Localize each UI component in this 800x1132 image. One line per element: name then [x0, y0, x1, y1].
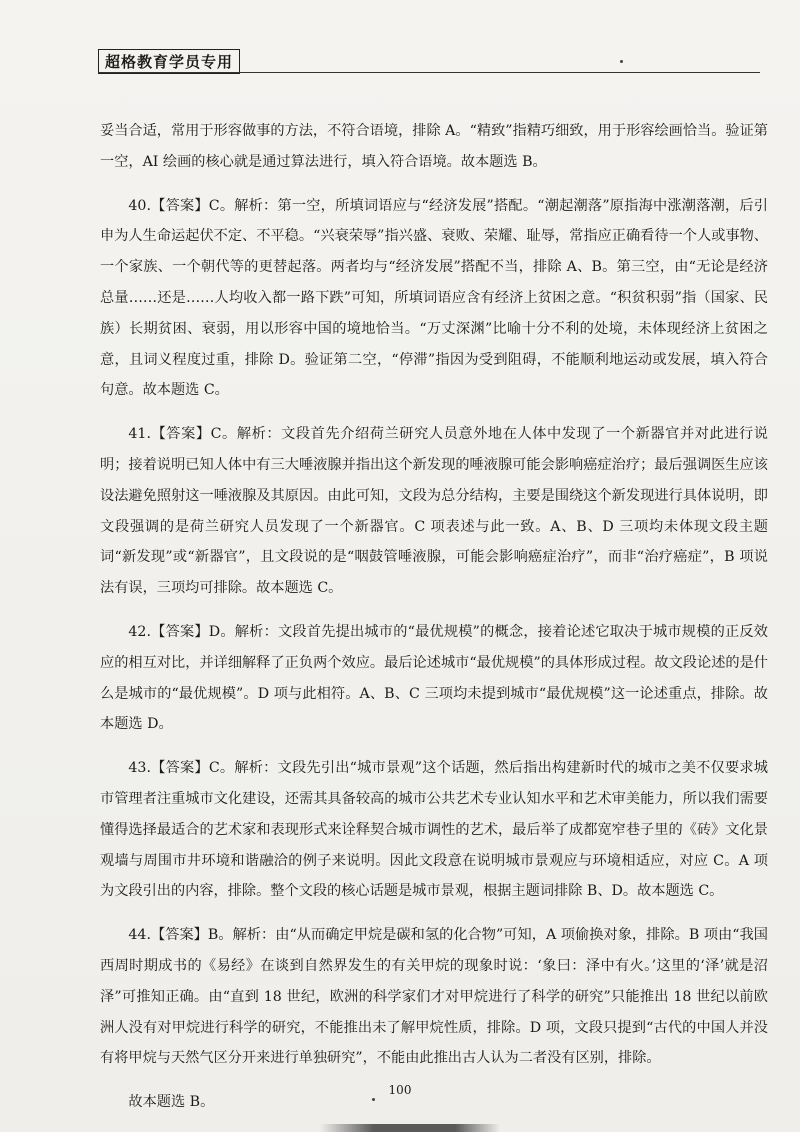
paragraph-q40: 40.【答案】C。解析：第一空，所填词语应与“经济发展”搭配。“潮起潮落”原指海中涨潮落潮，后引申为人生命运起伏不定、不平稳。“兴衰荣辱”指兴盛、衰败、荣耀、耻辱，常指应正确看待一个人或事物、一个家族、一个朝代等的更替起落。两者均与“经济发展”搭配不当，排除 A、B。第三空，由“无论是经济总量……还是……人均收入都一路下跌”可知，所填词语应含有经济上贫困之意。“积贫积弱”指（国家、民族）长期贫困、衰弱，用以形容中国的境地恰当。“万丈深渊”比喻十分不利的处境，未体现经济上贫困之意，且词义程度过重，排除 D。验证第二空，“停滞”指因为受到阻碍，不能顺利地运动或发展，填入符合句意。故本题选 C。 [100, 197, 768, 399]
scan-edge-shadow [320, 1124, 500, 1132]
answer-explanations [100, 116, 768, 1131]
paragraph-q41: 41.【答案】C。解析：文段首先介绍荷兰研究人员意外地在人体中发现了一个新器官并对此进行说明；接着说明已知人体中有三大唾液腺并指出这个新发现的唾液腺可能会影响癌症治疗；最后强调医生应该设法避免照射这一唾液腺及其原因。由此可知，文段为总分结构，主要是围绕这个新发现进行具体说明，即文段强调的是荷兰研究人员发现了一个新器官。C 项表述与此一致。A、B、D 三项均未体现文段主题词“新发现”或“新器官”，且文段说的是“咽鼓管唾液腺，可能会影响癌症治疗”，而非“治疗癌症”，B 项说法有误，三项均可排除。故本题选 C。 [100, 426, 768, 597]
paragraph-q43: 43.【答案】C。解析：文段先引出“城市景观”这个话题，然后指出构建新时代的城市之美不仅要求城市管理者注重城市文化建设，还需其具备较高的城市公共艺术专业认知水平和艺术审美能力，所以我们需要懂得选择最适合的艺术家和表现形式来诠释契合城市调性的艺术，最后举了成都宽窄巷子里的《砖》文化景观墙与周围市井环境和谐融洽的例子来说明。因此文段意在说明城市景观应与环境相适应，对应 C。A 项为文段引出的内容，排除。整个文段的核心话题是城市景观，根据主题词排除 B、D。故本题选 C。 [100, 760, 768, 900]
header-rule [98, 72, 760, 73]
scan-speck [372, 1098, 375, 1101]
paragraph-q42: 42.【答案】D。解析：文段首先提出城市的“最优规模”的概念，接着论述它取决于城市规模的正反效应的相互对比，并详细解释了正负两个效应。最后论述城市“最优规模”的具体形成过程。故文段论述的是什么是城市的“最优规模”。D 项与此相符。A、B、C 三项均未提到城市“最优规模”这一论述重点，排除。故本题选 D。 [100, 623, 768, 733]
paragraph-continuation: 妥当合适，常用于形容做事的方法，不符合语境，排除 A。“精致”指精巧细致，用于形容绘画恰当。验证第一空，AI 绘画的核心就是通过算法进行，填入符合语境。故本题选 B。 [100, 123, 768, 170]
page-number: 100 [388, 1083, 412, 1097]
paragraph-q44: 44.【答案】B。解析：由“从而确定甲烷是碳和氢的化合物”可知，A 项偷换对象，排除。B 项由“我国西周时期成书的《易经》在谈到自然界发生的有关甲烷的现象时说：‘象曰：泽中有火。’这里的‘泽’就是沼泽”可推知正确。由“直到 18 世纪，欧洲的科学家们才对甲烷进行了科学的研究”只能推出 18 世纪以前欧洲人没有对甲烷进行科学的研究，不能推出未了解甲烷性质，排除。D 项，文段只提到“古代的中国人并没有将甲烷与天然气区分开来进行单独研究”，不能由此推出古人认为二者没有区别，排除。 [100, 927, 768, 1067]
paragraph-conclusion: 故本题选 B。 [128, 1094, 215, 1111]
scan-speck [620, 60, 623, 63]
header-label: 超格教育学员专用 [98, 49, 240, 74]
